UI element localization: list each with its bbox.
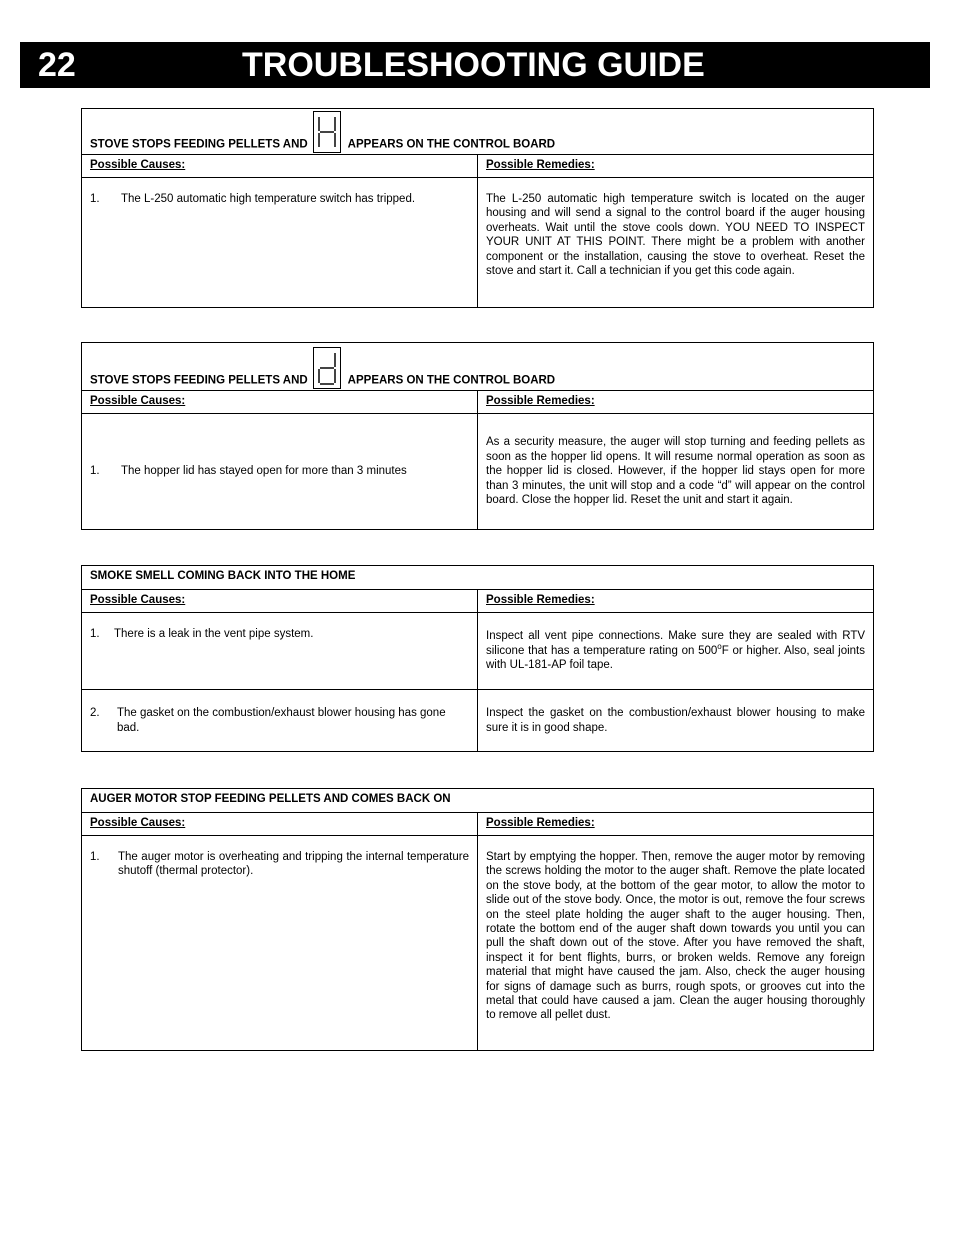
title-suffix: APPEARS ON THE CONTROL BOARD bbox=[347, 138, 556, 151]
cause-cell bbox=[82, 690, 478, 752]
title-prefix: STOVE STOPS FEEDING PELLETS AND bbox=[90, 374, 308, 387]
cause-text: The L-250 automatic high temperature switch has tripped. bbox=[121, 193, 416, 205]
section-title: AUGER MOTOR STOP FEEDING PELLETS AND COMES BACK ON bbox=[82, 789, 874, 813]
display-code-h-icon bbox=[313, 111, 341, 153]
remedy-text-part2: F or higher. Also, seal joints with UL-181-AP foil tape. bbox=[486, 644, 865, 672]
display-code-d-icon bbox=[313, 347, 341, 389]
remedy-text: The L-250 automatic high temperature switch is located on the auger housing and will send a signal to the control board if the auger housing overheats. Wait until the stove cools down. YOU NEED TO INSPECT YOUR UNIT AT THIS POINT. There might be a problem with another component or the installation, causing the stove to overheat. Reset the stove and start it. Call a technician if you get this code again. bbox=[478, 178, 874, 308]
cause-number: 1. bbox=[90, 193, 100, 205]
troubleshoot-table-high-temp bbox=[81, 108, 874, 308]
remedy-cell bbox=[478, 613, 874, 690]
troubleshoot-table-hopper-lid bbox=[81, 342, 874, 530]
remedy-text: Inspect the gasket on the combustion/exhaust blower housing to make sure it is in good shape. bbox=[478, 690, 874, 752]
cause-number: 2. bbox=[90, 707, 100, 720]
causes-header: Possible Causes: bbox=[82, 813, 478, 836]
cause-text: The gasket on the combustion/exhaust blower housing has gone bad. bbox=[117, 707, 446, 734]
cause-text: The auger motor is overheating and tripping the internal temperature shutoff (thermal protector). bbox=[118, 851, 469, 878]
troubleshoot-table-auger-motor bbox=[81, 788, 874, 1051]
remedy-text-part1: Inspect all vent pipe connections. Make sure they are sealed with RTV silicone that has a temperature rating on 500 bbox=[486, 630, 866, 657]
troubleshoot-table-smoke-smell bbox=[81, 565, 874, 752]
remedies-header: Possible Remedies: bbox=[478, 391, 874, 414]
remedy-text: Start by emptying the hopper. Then, remove the auger motor by removing the screws holding the motor to the auger shaft. Remove the plate located on the stove body, at the bottom of the gear motor, to allow the motor to slide out of the stove body. Once, the motor is out, remove the four screws on the steel plate holding the auger shaft to the auger housing. Then, rotate the bottom end of the auger shaft down towards you until you can pull the shaft down out of the stove. After you have removed the shaft, inspect it for bent flights, burrs, or broken welds. Remove any foreign material that might have caused the jam. Also, check the auger housing for signs of damage such as burrs, rough spots, or grooves cut into the metal that could have caused a jam. Clean the auger housing thoroughly to remove all pellet dust. bbox=[478, 836, 874, 1051]
cause-text: There is a leak in the vent pipe system. bbox=[114, 628, 314, 640]
remedies-header: Possible Remedies: bbox=[478, 155, 874, 178]
section-title: SMOKE SMELL COMING BACK INTO THE HOME bbox=[82, 566, 874, 590]
cause-cell bbox=[82, 613, 478, 690]
cause-number: 1. bbox=[90, 465, 100, 478]
cause-text: The hopper lid has stayed open for more than 3 minutes bbox=[121, 465, 407, 478]
remedies-header: Possible Remedies: bbox=[478, 590, 874, 613]
cause-cell bbox=[82, 414, 478, 530]
causes-header: Possible Causes: bbox=[82, 155, 478, 178]
section-title bbox=[82, 343, 874, 391]
page-number: 22 bbox=[38, 46, 76, 84]
title-prefix: STOVE STOPS FEEDING PELLETS AND bbox=[90, 138, 308, 151]
cause-cell bbox=[82, 178, 478, 308]
title-suffix: APPEARS ON THE CONTROL BOARD bbox=[347, 374, 556, 387]
page-title: TROUBLESHOOTING GUIDE bbox=[242, 46, 705, 84]
causes-header: Possible Causes: bbox=[82, 590, 478, 613]
cause-number: 1. bbox=[90, 628, 100, 640]
section-title bbox=[82, 109, 874, 155]
page-header bbox=[20, 42, 930, 88]
degree-mark: o bbox=[717, 641, 722, 651]
cause-cell bbox=[82, 836, 478, 1051]
causes-header: Possible Causes: bbox=[82, 391, 478, 414]
remedies-header: Possible Remedies: bbox=[478, 813, 874, 836]
remedy-text: As a security measure, the auger will stop turning and feeding pellets as soon as the hopper lid opens. It will resume normal operation as soon as the hopper lid is closed. However, if the hopper lid stays open for more than 3 minutes, the unit will stop and a code “d” will appear on the control board. Close the hopper lid. Reset the unit and start it again. bbox=[478, 414, 874, 530]
cause-number: 1. bbox=[90, 851, 100, 863]
